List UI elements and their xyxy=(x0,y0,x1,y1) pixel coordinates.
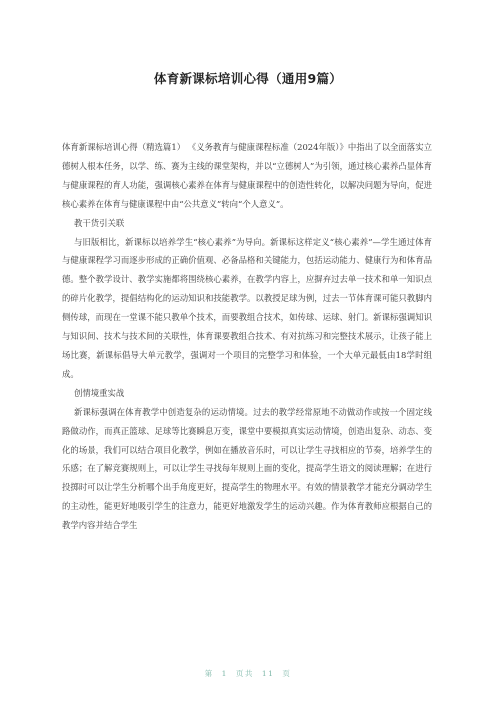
section-heading-connection: 教干货引关联 xyxy=(74,217,125,228)
paragraph-core-literacy: 与旧版相比，新课标以培养学生“核心素养”为导向。新课标这样定义“核心素养”—学生通过体育与健康课程学习而逐步形成的正确价值观、必备品格和关键能力，包括运动能力、健康行为和体育品德。整个教学设计、教学实施都将围绕核心素养，在教学内容上，应摒弃过去单一技术和单一知识点的碎片化教学，提倡结构化的运动知识和技能教学。以教授足球为例，过去一节体育课可能只教脚内侧传球，而现在一堂课不能只教单个技术，而要教组合技术，如传球、运球、射门。新课标强调知识与知识间、技术与技术间的关联性，体育课要教组合技术、有对抗练习和完整技术展示，让孩子能上场比赛，新课标倡导大单元教学，强调对一个项目的完整学习和体验，一个大单元最低由18学时组成。 xyxy=(62,236,432,379)
page-footer xyxy=(0,668,496,679)
page-title: 体育新课标培训心得（通用9篇） xyxy=(153,71,343,86)
footer-total-pages: 11 xyxy=(261,669,275,678)
footer-total-label: 页共 xyxy=(235,669,254,678)
footer-page-number: 1 xyxy=(221,669,228,678)
paragraph-scenario-teaching: 新课标强调在体育教学中创造复杂的运动情境。过去的教学经常原地不动做动作或按一个固定线路做动作，而真正篮球、足球等比赛瞬息万变，课堂中要模拟真实运动情境，创造出复杂、动态、变化的场景，我们可以结合项目化教学，例如在播放音乐时，可以让学生寻找相应的节奏，培养学生的乐感；在了解竞赛规则上，可以让学生寻找每年规则上面的变化，提高学生语文的阅读理解；在进行投掷时可以让学生分析哪个出手角度更好，提高学生的物理水平。有效的情景教学才能充分调动学生的主动性，能更好地吸引学生的注意力，能更好地激发学生的运动兴趣。作为体育教师应根据自己的教学内容并结合学生 xyxy=(62,406,432,531)
paragraph-intro: 体育新课标培训心得（精选篇1） 《义务教育与健康课程标准（2024年版）》中指出了以全面落实立德树人根本任务，以学、练、赛为主线的课堂架构，并以“立德树人”为引领，通过核心素养凸显体育与健康课程的育人功能，强调核心素养在体育与健康课程中的创造性转化，以解决问题为导向，促进核心素养在体育与健康课程中由“公共意义”转向“个人意义”。 xyxy=(62,142,432,209)
footer-suffix: 页 xyxy=(282,669,292,678)
section-heading-scenario: 创情境重实战 xyxy=(74,387,125,398)
document-body xyxy=(62,138,432,535)
footer-page-label: 第 xyxy=(204,669,214,678)
